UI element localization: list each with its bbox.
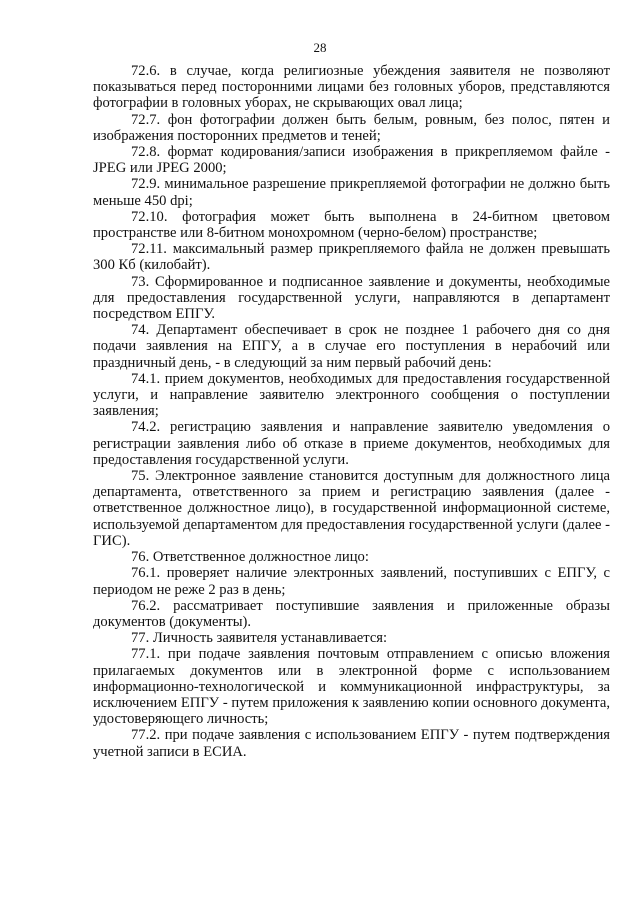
paragraph-74-2: 74.2. регистрацию заявления и направление заявителю уведомления о регистрации заявления либо об отказе в приеме документов, необходимых для предоставления государственной услуги.: [93, 419, 610, 468]
paragraph-72-8: 72.8. формат кодирования/записи изображения в прикрепляемом файле - JPEG или JPEG 2000;: [93, 144, 610, 177]
paragraph-74: 74. Департамент обеспечивает в срок не позднее 1 рабочего дня со дня подачи заявления на ЕПГУ, а в случае его поступления в нерабочий или праздничный день, - в следующий за ним первый рабочий день:: [93, 322, 610, 371]
paragraph-75: 75. Электронное заявление становится доступным для должностного лица департамента, ответственного за прием и регистрацию заявления (далее - ответственное должностное лицо), в государственной информационной системе, используемой департаментом для предоставления государственной услуги (далее - ГИС).: [93, 468, 610, 549]
paragraph-72-7: 72.7. фон фотографии должен быть белым, ровным, без полос, пятен и изображения посторонних предметов и теней;: [93, 111, 610, 144]
paragraph-77-1: 77.1. при подаче заявления почтовым отправлением с описью вложения прилагаемых документов или в электронной форме с использованием информационно-технологической и коммуникационной инфраструктуры, за исключением ЕПГУ - путем приложения к заявлению копии основного документа, удостоверяющего личность;: [93, 646, 610, 728]
paragraph-77-2: 77.2. при подаче заявления с использованием ЕПГУ - путем подтверждения учетной записи в ЕСИА.: [93, 727, 610, 760]
paragraph-76: 76. Ответственное должностное лицо:: [131, 549, 369, 566]
page-number: 28: [313, 40, 327, 55]
paragraph-77: 77. Личность заявителя устанавливается:: [131, 630, 388, 647]
paragraph-76-2: 76.2. рассматривает поступившие заявления и приложенные образы документов (документы).: [93, 597, 610, 630]
paragraph-72-11: 72.11. максимальный размер прикрепляемого файла не должен превышать 300 Кб (килобайт).: [93, 241, 610, 274]
paragraph-72-10: 72.10. фотография может быть выполнена в 24-битном цветовом пространстве или 8-битном монохромном (черно-белом) пространстве;: [93, 208, 610, 242]
paragraph-74-1: 74.1. прием документов, необходимых для предоставления государственной услуги, и направление заявителю электронного сообщения о поступлении заявления;: [93, 370, 610, 420]
paragraph-72-9: 72.9. минимальное разрешение прикрепляемой фотографии не должно быть меньше 450 dpi;: [93, 176, 610, 209]
paragraph-72-6: 72.6. в случае, когда религиозные убеждения заявителя не позволяют показываться перед посторонними лицами без головных уборов, представляются фотографии в головных уборах, не скрывающих овал лица;: [93, 63, 610, 112]
document-body: [93, 63, 610, 760]
paragraph-73: 73. Сформированное и подписанное заявление и документы, необходимые для предоставления государственной услуги, направляются в департамент посредством ЕПГУ.: [93, 273, 610, 323]
paragraph-76-1: 76.1. проверяет наличие электронных заявлений, поступивших с ЕПГУ, с периодом не реже 2 раз в день;: [93, 565, 610, 598]
